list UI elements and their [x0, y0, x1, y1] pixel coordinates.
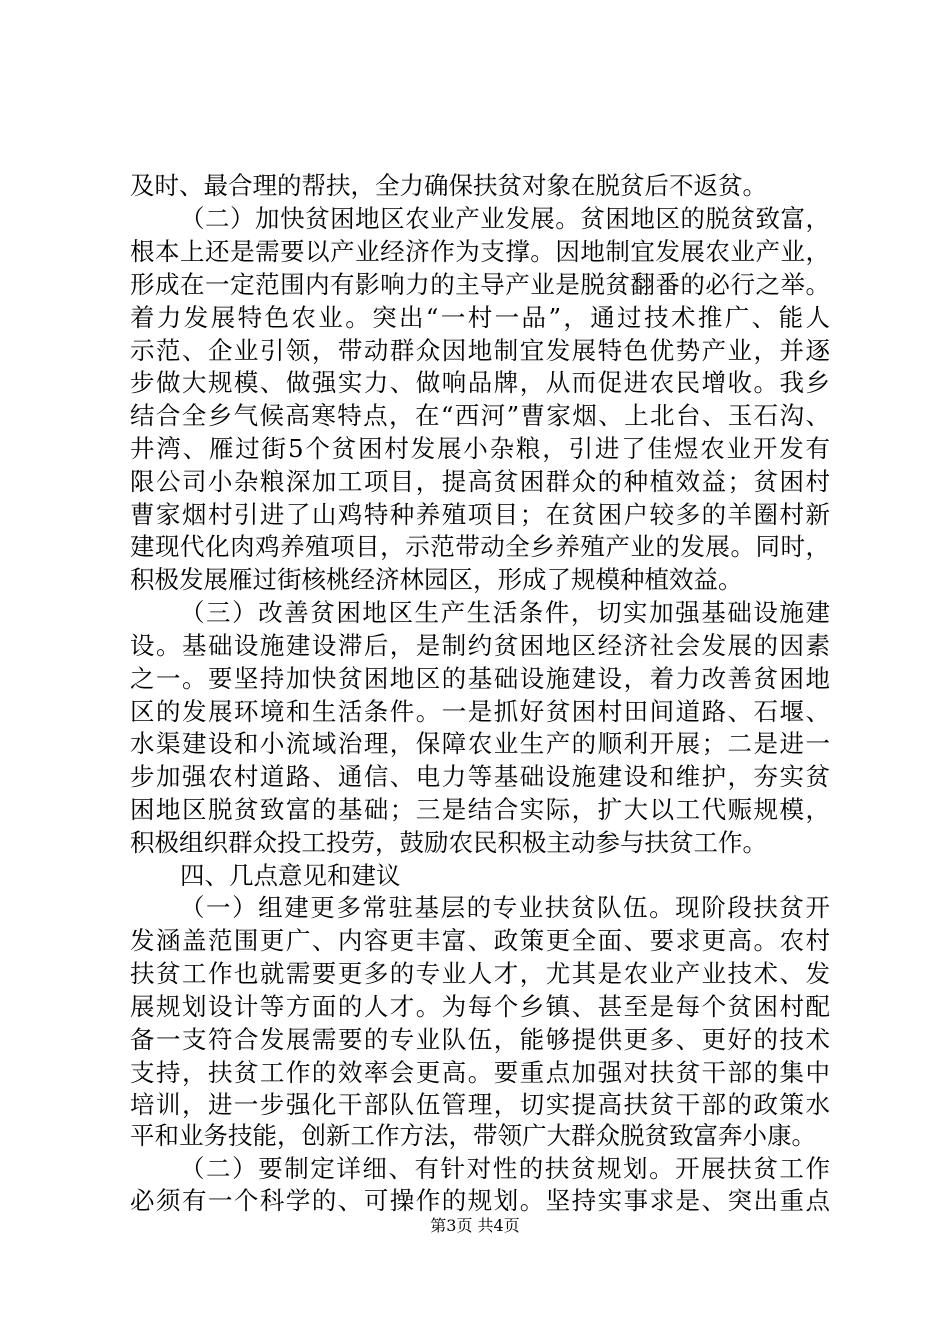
text-line: 及时、最合理的帮扶，全力确保扶贫对象在脱贫后不返贫。: [130, 171, 767, 200]
text-line: 步做大规模、做强实力、做响品牌，从而促进农民增收。我乡: [130, 368, 830, 397]
text-line: 展规划设计等方面的人才。为每个乡镇、甚至是每个贫困村配: [130, 992, 830, 1021]
text-line: 井湾、雁过街5个贫困村发展小杂粮，引进了佳煜农业开发有: [130, 434, 830, 463]
text-line: 示范、企业引领，带动群众因地制宜发展特色优势产业，并逐: [130, 336, 830, 365]
text-line: 积极组织群众投工投劳，鼓励农民积极主动参与扶贫工作。: [130, 828, 767, 857]
text-line: 平和业务技能，创新工作方法，带领广大群众脱贫致富奔小康。: [130, 1121, 816, 1150]
text-line: 步加强农村道路、通信、电力等基础设施建设和维护，夯实贫: [130, 762, 830, 791]
text-line: 水渠建设和小流域治理，保障农业生产的顺利开展；二是进一: [130, 729, 830, 758]
text-line: 设。基础设施建设滞后，是制约贫困地区经济社会发展的因素: [130, 631, 830, 660]
text-line: 困地区脱贫致富的基础；三是结合实际，扩大以工代赈规模，: [130, 795, 830, 824]
text-line: 形成在一定范围内有影响力的主导产业是脱贫翻番的必行之举。: [130, 270, 830, 299]
text-line: 建现代化肉鸡养殖项目，示范带动全乡养殖产业的发展。同时，: [130, 532, 830, 561]
text-line: 曹家烟村引进了山鸡特种养殖项目；在贫困户较多的羊圈村新: [130, 500, 830, 529]
paragraph-line: （二）要制定详细、有针对性的扶贫规划。开展扶贫工作: [180, 1154, 830, 1183]
paragraph-line: （一）组建更多常驻基层的专业扶贫队伍。现阶段扶贫开: [180, 893, 830, 922]
text-line: 结合全乡气候高寒特点，在“西河”曹家烟、上北台、玉石沟、: [130, 401, 830, 430]
text-line: 之一。要坚持加快贫困地区的基础设施建设，着力改善贫困地: [130, 664, 830, 693]
text-line: 着力发展特色农业。突出“一村一品”，通过技术推广、能人: [130, 303, 830, 332]
page-number-footer: 第3页 共4页: [430, 1216, 520, 1235]
section-heading: 四、几点意见和建议: [180, 861, 401, 890]
text-line: 限公司小杂粮深加工项目，提高贫困群众的种植效益；贫困村: [130, 467, 830, 496]
text-line: 扶贫工作也就需要更多的专业人才，尤其是农业产业技术、发: [130, 959, 830, 988]
text-line: 培训，进一步强化干部队伍管理，切实提高扶贫干部的政策水: [130, 1090, 830, 1119]
paragraph-line: （二）加快贫困地区农业产业发展。贫困地区的脱贫致富，: [180, 204, 830, 233]
paragraph-line: （三）改善贫困地区生产生活条件，切实加强基础设施建: [180, 598, 830, 627]
text-line: 备一支符合发展需要的专业队伍，能够提供更多、更好的技术: [130, 1025, 830, 1054]
text-line: 区的发展环境和生活条件。一是抓好贫困村田间道路、石堰、: [130, 697, 830, 726]
text-line: 根本上还是需要以产业经济作为支撑。因地制宜发展农业产业，: [130, 237, 830, 266]
text-line: 积极发展雁过街核桃经济林园区，形成了规模种植效益。: [130, 565, 743, 594]
text-line: 支持，扶贫工作的效率会更高。要重点加强对扶贫干部的集中: [130, 1058, 830, 1087]
text-line: 发涵盖范围更广、内容更丰富、政策更全面、要求更高。农村: [130, 926, 830, 955]
text-line: 必须有一个科学的、可操作的规划。坚持实事求是、突出重点: [130, 1186, 830, 1215]
